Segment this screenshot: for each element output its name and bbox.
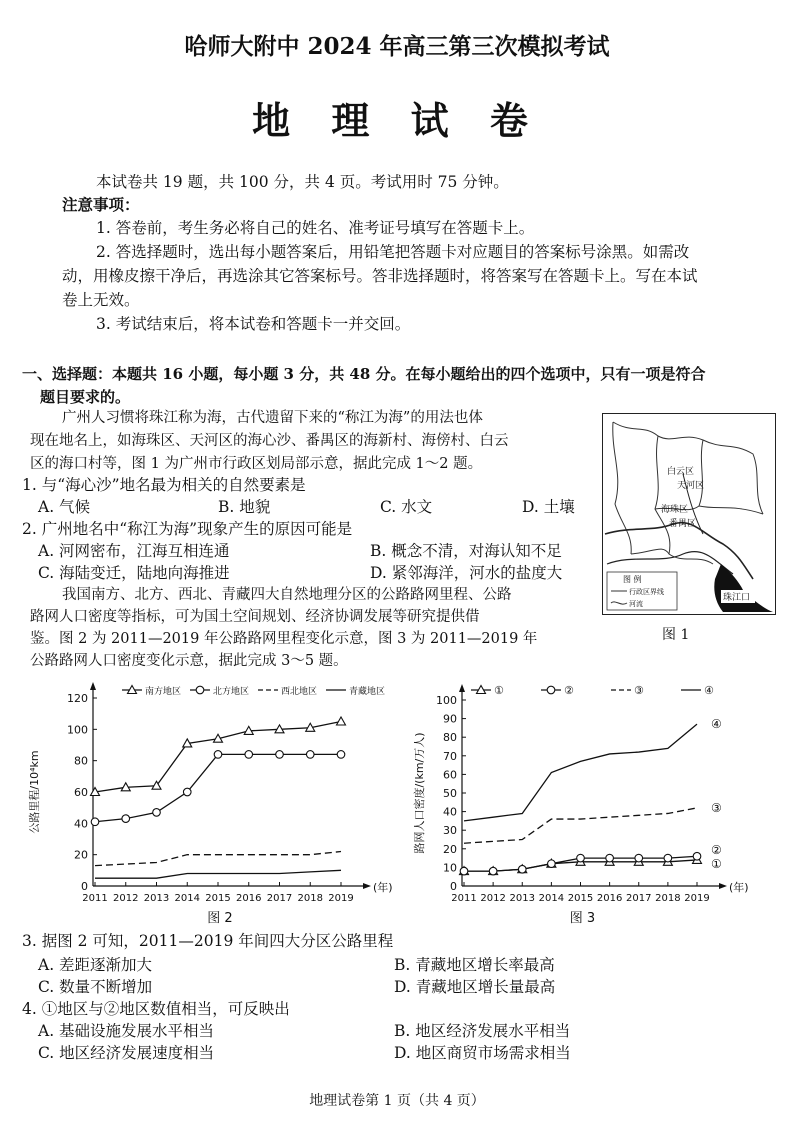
legend-label: ④ [704,684,714,697]
data-point-circle [183,788,191,796]
q2-option-a: A. 河网密布，江海互相连通 [38,542,230,560]
page-footer: 地理试卷第 1 页（共 4 页） [309,1093,485,1109]
x-tick-label: 2013 [143,893,170,904]
data-point-circle [606,854,614,862]
legend-label: 北方地区 [213,687,250,697]
legend-label: ③ [634,684,644,697]
label-tianhe: 天河区 [677,481,705,491]
y-tick-label: 80 [443,731,457,745]
legend-river-label: 河流 [629,600,643,608]
x-axis-arrow [363,883,371,889]
y-tick-label: 60 [74,786,88,799]
q3-option-c: C. 数量不断增加 [38,978,153,996]
passage2-line1: 我国南方、北方、西北、青藏四大自然地理分区的公路路网里程、公路 [62,587,512,603]
x-tick-label: 2013 [509,893,535,904]
series-line [95,852,341,866]
q1-option-c: C. 水文 [380,498,433,516]
q1-option-b: B. 地貌 [218,498,271,516]
series-line [464,808,697,843]
q4-option-a: A. 基础设施发展水平相当 [38,1022,215,1040]
data-point-circle [518,865,526,873]
boundary-line [631,549,713,564]
x-tick-label: 2014 [174,893,200,904]
legend-label: ① [494,684,504,697]
q4-option-b: B. 地区经济发展水平相当 [394,1022,571,1040]
y-tick-label: 40 [74,817,88,831]
q3-option-a: A. 差距逐渐加大 [38,956,153,974]
q1-stem: 1. 与“海心沙”地名最为相关的自然要素是 [22,476,306,494]
notice-2a: 2. 答选择题时，选出每小题答案后，用铅笔把答题卡对应题目的答案标号涂黑。如需改 [96,243,690,261]
series-line [464,724,697,821]
legend-title: 图 例 [623,575,642,584]
y-tick-label: 40 [443,805,457,819]
notice-3: 3. 考试结束后，将本试卷和答题卡一并交回。 [96,315,411,333]
x-tick-label: 2017 [266,893,293,904]
data-point-circle [489,867,497,875]
y-axis-label: 公路里程/10⁴km [28,750,41,834]
q1-option-a: A. 气候 [38,498,91,516]
figure-caption: 图 3 [569,911,596,926]
exam-title: 哈师大附中 2024 年高三第三次模拟考试 [184,33,610,60]
y-tick-label: 0 [450,880,457,893]
series-line [95,754,341,821]
figure-caption: 图 2 [207,911,233,926]
passage1-line1: 广州人习惯将珠江称为海，古代遗留下来的“称江为海”的用法也体 [62,410,483,426]
data-point-circle [196,686,204,694]
y-tick-label: 10 [443,861,457,875]
passage1-line2: 现在地名上，如海珠区、天河区的海心沙、番禺区的海新村、海傍村、白云 [30,433,509,449]
legend-label: 西北地区 [281,687,318,697]
y-axis-label: 路网人口密度/(km/万人) [413,732,426,854]
notice-2c: 卷上无效。 [62,291,140,309]
figure1-caption: 图 1 [662,627,690,643]
q3-option-d: D. 青藏地区增长量最高 [394,978,556,996]
data-point-circle [547,686,555,694]
boundary-line [613,422,631,554]
x-tick-label: 2015 [205,893,231,904]
label-panyu: 番禺区 [669,519,697,529]
q2-option-b: B. 概念不清，对海认知不足 [370,542,562,560]
y-tick-label: 20 [74,848,88,862]
notice-2b: 动，用橡皮擦干净后，再选涂其它答案标号。答非选择题时，将答案写在答题卡上。写在本试 [62,267,698,285]
y-tick-label: 30 [443,824,457,838]
q4-option-c: C. 地区经济发展速度相当 [38,1044,215,1062]
y-tick-label: 120 [67,692,88,705]
data-point-circle [122,815,130,823]
label-zhujiangkou: 珠江口 [723,593,751,603]
x-tick-label: 2016 [596,893,623,904]
y-tick-label: 0 [81,880,88,893]
series-end-label: ③ [711,800,722,815]
y-tick-label: 20 [443,842,457,856]
data-point-circle [635,854,643,862]
q4-option-d: D. 地区商贸市场需求相当 [394,1044,571,1062]
map-drawing [603,414,775,614]
y-tick-label: 70 [443,749,457,763]
x-tick-label: 2011 [82,893,108,904]
label-haizhu: 海珠区 [661,505,689,515]
passage1-line3: 区的海口村等，图 1 为广州市行政区划局部示意，据此完成 1～2 题。 [30,456,483,472]
series-line [95,870,341,878]
boundary-line [655,436,670,554]
x-tick-label: 2018 [297,893,323,904]
y-axis-arrow [459,684,465,692]
q4-stem: 4. ①地区与②地区数值相当，可反映出 [22,1000,290,1018]
x-tick-label: 2012 [113,893,139,904]
data-point-circle [214,751,222,759]
legend-label: ② [564,684,574,697]
y-tick-label: 90 [443,712,457,726]
x-tick-label: 2015 [567,893,594,904]
exam-summary: 本试卷共 19 题，共 100 分，共 4 页。考试用时 75 分钟。 [96,173,509,191]
y-tick-label: 50 [443,787,457,800]
estuary-shape [714,564,773,612]
legend-admin-label: 行政区界线 [629,588,664,596]
q3-option-b: B. 青藏地区增长率最高 [394,956,555,974]
x-tick-label: 2014 [538,893,565,904]
data-point-circle [91,818,99,826]
legend-label: 南方地区 [145,687,182,697]
figure1-map [602,413,776,615]
q2-option-c: C. 海陆变迁，陆地向海推进 [38,564,230,582]
passage2-line2: 路网人口密度等指标，可为国土空间规划、经济协调发展等研究提供借 [30,609,480,625]
y-tick-label: 60 [443,768,457,782]
notice-1: 1. 答卷前，考生务必将自己的姓名、准考证号填写在答题卡上。 [96,219,535,237]
data-point-circle [276,751,284,759]
legend-label: 青藏地区 [349,687,386,697]
subject-title: 地 理 试 卷 [252,98,542,143]
y-tick-label: 100 [436,694,457,707]
x-tick-label: 2016 [236,893,262,904]
section-heading-b: 题目要求的。 [40,388,131,406]
data-point-circle [153,809,161,817]
x-tick-label: 2019 [328,893,354,904]
x-axis-label: (年) [373,881,393,894]
x-tick-label: 2012 [480,893,506,904]
series-end-label: ① [711,856,722,871]
data-point-circle [693,852,701,860]
q1-option-d: D. 土壤 [522,498,575,516]
data-point-circle [306,751,314,759]
boundary-line [699,440,703,506]
data-point-circle [548,860,556,868]
q3-stem: 3. 据图 2 可知，2011—2019 年间四大分区公路里程 [22,932,394,950]
series-end-label: ② [711,843,722,858]
x-tick-label: 2011 [451,893,477,904]
q2-stem: 2. 广州地名中“称江为海”现象产生的原因可能是 [22,520,353,538]
figure2-chart [20,678,405,928]
data-point-circle [337,751,345,759]
data-point-triangle [337,717,346,725]
x-tick-label: 2018 [655,893,681,904]
label-baiyun: 白云区 [667,467,695,477]
figure3-chart [405,678,785,928]
x-tick-label: 2017 [626,893,652,904]
y-axis-arrow [90,682,96,690]
y-tick-label: 80 [74,754,88,768]
series-end-label: ④ [711,717,722,732]
passage2-line3: 鉴。图 2 为 2011—2019 年公路路网里程变化示意，图 3 为 2011—2019 年 [30,631,538,647]
data-point-circle [664,854,672,862]
data-point-circle [577,854,585,862]
section-heading-a: 一、选择题：本题共 16 小题，每小题 3 分，共 48 分。在每小题给出的四个选项中，只有一项是符合 [22,365,706,383]
data-point-circle [245,751,253,759]
x-axis-arrow [719,883,727,889]
y-tick-label: 100 [67,723,88,737]
q2-option-d: D. 紧邻海洋，河水的盐度大 [370,564,563,582]
x-tick-label: 2019 [684,893,710,904]
passage2-line4: 公路路网人口密度变化示意，据此完成 3～5 题。 [30,653,348,669]
data-point-circle [460,867,468,875]
notice-title: 注意事项： [62,195,140,214]
x-axis-label: (年) [729,881,749,894]
